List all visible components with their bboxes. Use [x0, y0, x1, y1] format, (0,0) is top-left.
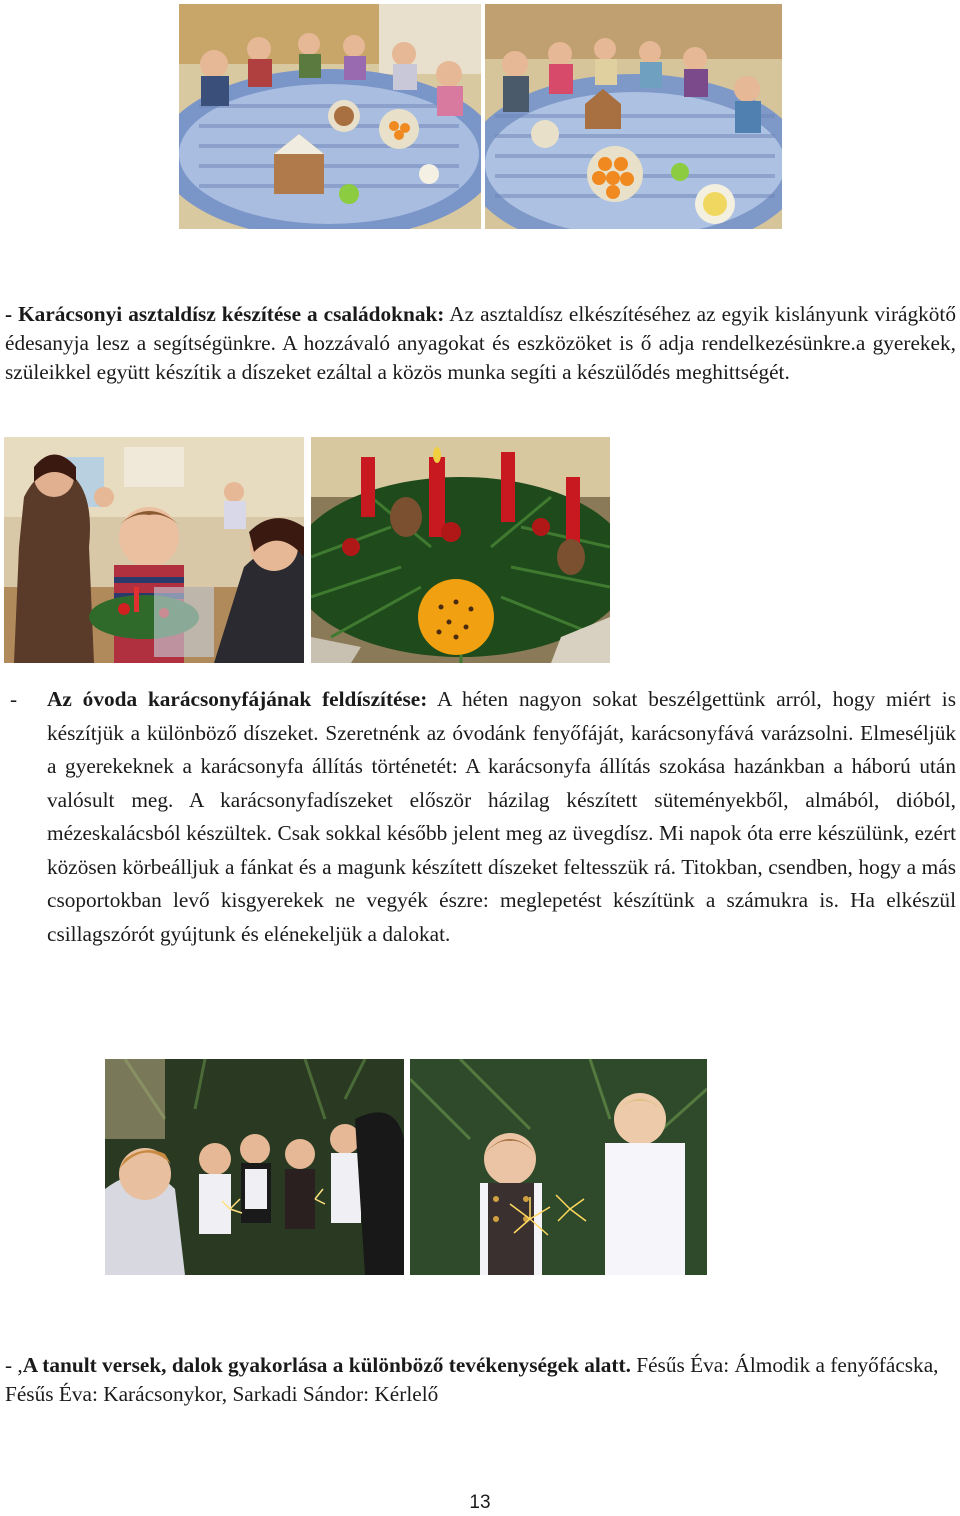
paragraph-christmas-tree — [47, 683, 956, 951]
page-number: 13 — [469, 1492, 491, 1513]
body-christmas-tree: A héten nagyon sokat beszélgettünk arról, hogy miért is készítjük a különböző díszeket. Szeretnénk az óvodánk fenyőfáját, karácsonyfává varázsolni. Elmeséljük a gyerekeknek a karácsonyfa állítás történetét: A karácsonyfa állítás szokása hazánkban a háború után valósult meg. A karácsonyfadíszeket először házilag készített süteményekből, almából, dióból, mézeskalácsból készültek. Csak sokkal később jelent meg az üvegdísz. Mi napok óta erre készülünk, ezért közösen körbeálljuk a fánkat és a magunk készített díszeket feltesszük rá. Titokban, csendben, hogy a más csoportokban levő kisgyerekek ne vegyék észre: meglepetést készítünk a számukra is. Ha elkészül csillagszórót gyújtunk és elénekeljük a dalokat. — [47, 687, 956, 946]
paragraph-poems-songs — [5, 1351, 956, 1409]
list-prefix: - , — [5, 1353, 23, 1377]
photo-children-with-sparklers-2 — [410, 1059, 707, 1275]
body-poems-songs: Fésűs Éva: Álmodik a fenyőfácska, Fésűs Éva: Karácsonykor, Sarkadi Sándor: Kérlelő — [5, 1353, 939, 1406]
photo-children-with-sparklers-1 — [105, 1059, 404, 1275]
list-dash: - — [10, 687, 18, 711]
paragraph-table-decoration — [5, 300, 956, 387]
photo-boy-with-decoration — [4, 437, 304, 663]
photo-children-at-table-2 — [485, 4, 782, 229]
heading-christmas-tree: Az óvoda karácsonyfájának feldíszítése: — [47, 687, 428, 711]
photo-advent-wreath — [311, 437, 610, 663]
heading-poems-songs: A tanult versek, dalok gyakorlása a különböző tevékenységek alatt. — [22, 1353, 631, 1377]
heading-table-decoration: - Karácsonyi asztaldísz készítése a családoknak: — [5, 302, 445, 326]
photo-children-at-table-1 — [179, 4, 481, 229]
body-table-decoration: Az asztaldísz elkészítéséhez az egyik kislányunk virágkötő édesanyja lesz a segítségünkre. A hozzávaló anyagokat és eszközöket is ő adja rendelkezésünkre.a gyerekek, szüleikkel együtt készítik a díszeket ezáltal a közös munka segíti a készülődés meghittségét. — [5, 302, 957, 384]
